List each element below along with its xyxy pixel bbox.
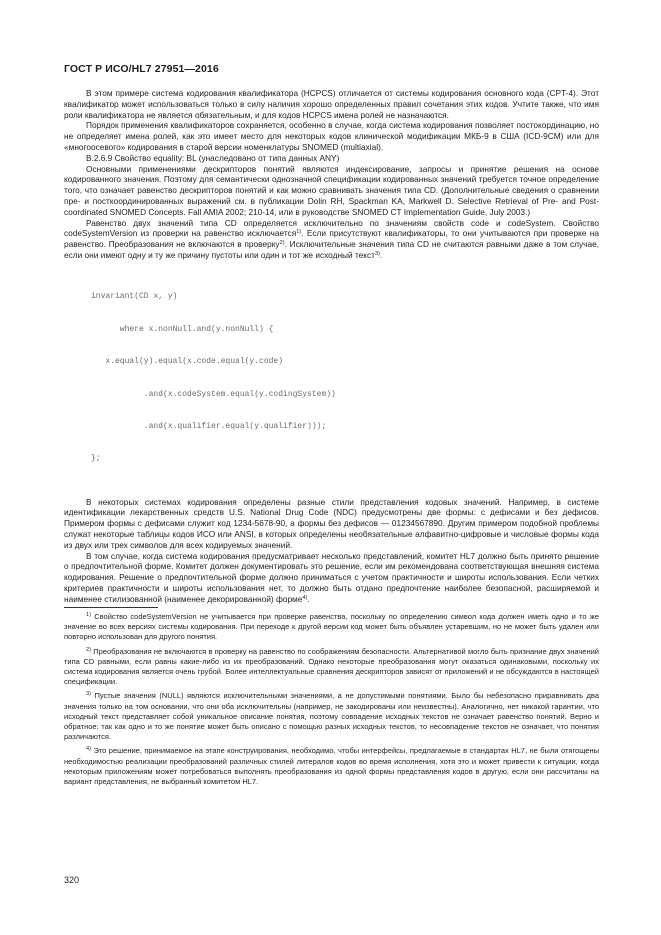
footnote [64,612,599,643]
paragraph-text: Равенство двух значений типа CD определяется исключительно по значениям свойств code и codeSystem. Свойство codeSystemVersion из проверки на равенство исключается [64,217,599,239]
footnote-text: Свойство codeSystemVersion не учитывается при проверке равенства, поскольку по определению символ кода должен иметь одно и то же значение во всех версиях системы кодирования. При переходе к другой версии код может быть объявлен устаревшим, но не может быть удален или повторно использован для другого понятия. [64,612,599,642]
footnote-ref: 4) [302,594,308,601]
code-line: invariant(CD x, y) [91,292,178,302]
paragraph: Основными применениями дескрипторов понятий являются индексирование, запросы и принятие решения на основе кодированного значения. Поэтому для семантически однозначной спецификации кодированных значений требуется точное определение того, что означает равенство дескрипторов понятий и как можно сравнивать значения типа CD. (Дополнительные сведения о сравнении пре- и посткоординированных выражений см. в публикации Dolin RH, Spackman KA, Markwell D. Selective Retrieval of Pre- and Post-coordinated SNOMED Concepts. Fall AMIA 2002; 210-14, или в руководстве SNOMED CT Implementation Guide, July 2003.) [64,163,599,217]
page-number: 320 [64,875,80,885]
paragraph: Порядок применения квалификаторов сохраняется, особенно в случае, когда система кодирования позволяет постокординацию, но не определяет имена ролей, как это имеет место для некоторых кодов клинической модификации МКБ-9 в США (ICD-9CM) или для «многоосевого» кодирования в старой версии номенклатуры SNOMED (multiaxial). [64,120,599,152]
code-line: .and(x.qualifier.equal(y.qualifier))); [91,421,327,431]
footnote-separator [64,607,158,608]
footnote [64,691,599,742]
footnote-ref: 2) [279,240,285,247]
paragraph-text: . Если присутствуют квалификаторы, то они учитываются при проверке на равенство. Преобразования не включаются в проверку [64,228,599,250]
section-heading: B.2.6.9 Свойство equality: BL (унаследовано от типа данных ANY) [86,152,340,163]
code-line: where x.nonNull.and(y.nonNull) { [91,324,274,334]
document-header: ГОСТ Р ИСО/HL7 27951—2016 [64,63,219,75]
paragraph: В этом примере система кодирования квалификатора (HCPCS) отличается от системы кодирования основного кода (CPT-4). Этот квалификатор может использоваться только в силу наличия хорошо определенных правил сочетания этих кодов. Учтите также, что имя роли квалификатора не является обязательным, и для кодов HCPCS имена ролей не назначаются. [64,88,599,120]
footnote-text: Пустые значения (NULL) являются исключительными значениями, а не допустимыми понятиями. Было бы небезопасно приравнивать два значения только на том основании, что они оба исключительны (например, не закодированы или неизвестны). Аналогично, нет никакой гарантии, что исходный текст представляет собой уникальное описание понятия, поэтому совпадение исходных текстов не означает равенство понятий. Верно и обратное: так как одно и то же понятие может быть описано с помощью разных исходных текстов, то несовпадение текстов не означает, что понятия различаются. [64,691,599,742]
paragraph [64,218,599,261]
footnote [64,647,599,688]
footnote-mark: 4) [86,746,91,753]
footnote-ref: 3) [374,250,380,257]
paragraph-text: В том случае, когда система кодирования предусматривает несколько представлений, комитет HL7 должно быть принято решение о предпочтительной форме. Комитет должен документировать это решение, если им рекомендована соответствующая внешняя система кодирования. Решение о предпочтительной форме должно приниматься с учетом практичности и широты использования. Если четких критериев практичности и широты использования нет, то должно быть отдано предпочтение наиболее безопасной, расширяемой и наименее стилизованной (наименее декорированной) форме [64,550,599,604]
footnote-mark: 3) [86,691,91,698]
footnote-mark: 2) [86,646,91,653]
code-line: x.equal(y).equal(x.code.equal(y.code) [91,357,284,367]
footnote [64,746,599,787]
code-line: .and(x.codeSystem.equal(y.codingSystem)) [91,389,336,399]
footnotes [64,612,599,791]
paragraph [64,551,599,605]
paragraph-text: . Исключительные значения типа CD не считаются равными даже в том случае, если они имеют одну и ту же причину пустоты или один и тот же исходный текст [64,239,599,260]
footnote-text: Это решение, принимаемое на этапе конструирования, необходимо, чтобы интерфейсы, предлагаемые в стандартах HL7, не были отягощены необходимостью реализации преобразований различных стилей литералов кодов во время исполнения, хотя это и может привести к ситуации, когда некоторым приложениям может потребоваться выполнять преобразования из одной формы представления кодов в другую, если они рассчитаны на вариант представления, не выбранный комитетом HL7. [64,746,599,787]
code-line: }; [91,454,101,464]
paragraph: В некоторых системах кодирования определены разные стили представления кодовых значений. Например, в системе идентификации лекарственных средств U.S. National Drug Code (NDC) предусмотрены две формы: с дефисами и без дефисов. Примером формы с дефисами служит код 1234-5678-90, а формы без дефисов — 01234567890. Другим примером подобной проблемы служат некоторые таблицы кодов ИСО или ANSI, в которых определены необязательные алфавитно-цифровые и числовые формы кода из двух или трех символов для всех кодируемых значений. [64,496,599,550]
main-text [64,88,599,605]
paragraph-text: . [379,249,383,260]
footnote-text: Преобразования не включаются в проверку на равенство по соображениям безопасности. Альтернативой могло быть признание двух значений типа CD равными, если равны какие-либо из их преобразований. Однако некоторые преобразования могут оказаться одинаковыми, поскольку их система кодирования является очень грубой. Более интеллектуальные сравнения дескрипторов зависят от приложений и не обсуждаются в настоящей спецификации. [64,646,599,687]
code-block [91,271,599,487]
footnote-mark: 1) [86,612,91,618]
paragraph-text: . [307,593,310,604]
footnote-ref: 1) [296,229,302,236]
